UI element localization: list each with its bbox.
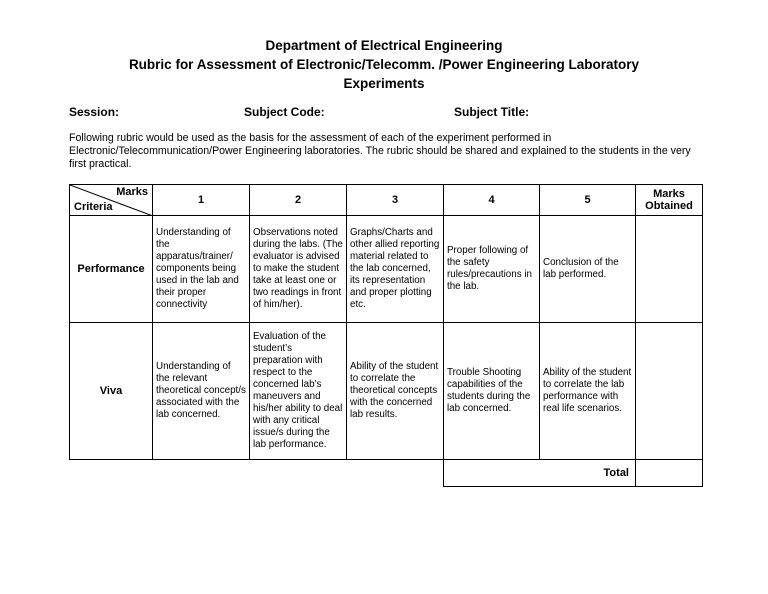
table-row-viva [70, 323, 703, 460]
viva-level-1: Understanding of the relevant theoretical concept/s associated with the lab concerned. [153, 323, 250, 460]
marks-obtained-header: Marks Obtained [636, 185, 703, 216]
corner-criteria-label: Criteria [74, 200, 113, 213]
performance-marks-obtained[interactable] [636, 216, 703, 323]
viva-level-4: Trouble Shooting capabilities of the students during the lab concerned. [444, 323, 540, 460]
level-header-1: 1 [153, 185, 250, 216]
session-label: Session: [69, 105, 120, 119]
total-marks-cell[interactable] [636, 460, 703, 487]
corner-cell [70, 185, 153, 216]
level-header-4: 4 [444, 185, 540, 216]
subject-code-label: Subject Code: [244, 105, 325, 119]
header-line-2: Rubric for Assessment of Electronic/Telecomm. /Power Engineering Laboratory [128, 57, 640, 72]
intro-paragraph: Following rubric would be used as the basis for the assessment of each of the experiment performed in Electronic/Telecommunication/Power Engineering laboratories. The rubric should be shared and explained to the students in the very first practical. [69, 132, 691, 170]
viva-level-3: Ability of the student to correlate the theoretical concepts with the concerned lab results. [347, 323, 444, 460]
criterion-viva: Viva [70, 323, 153, 460]
table-header-row [70, 185, 703, 216]
level-header-5: 5 [540, 185, 636, 216]
level-header-2: 2 [250, 185, 347, 216]
table-row-performance [70, 216, 703, 323]
total-label: Total [444, 460, 636, 487]
viva-level-2: Evaluation of the student’s preparation with respect to the concerned lab’s maneuvers and his/her ability to deal with any critical issue/s during the lab performance. [250, 323, 347, 460]
table-row-total [70, 460, 703, 487]
performance-level-1: Understanding of the apparatus/trainer/ components being used in the lab and their proper connectivity [153, 216, 250, 323]
viva-marks-obtained[interactable] [636, 323, 703, 460]
rubric-table [69, 184, 703, 487]
viva-level-5: Ability of the student to correlate the lab performance with real life scenarios. [540, 323, 636, 460]
corner-marks-label: Marks [116, 186, 148, 198]
level-header-3: 3 [347, 185, 444, 216]
subject-title-label: Subject Title: [454, 105, 530, 119]
performance-level-3: Graphs/Charts and other allied reporting material related to the lab concerned, its representation and proper plotting etc. [347, 216, 444, 323]
header-line-1: Department of Electrical Engineering [265, 38, 503, 53]
performance-level-2: Observations noted during the labs. (The evaluator is advised to make the student take at least one or two readings in front of him/her). [250, 216, 347, 323]
performance-level-5: Conclusion of the lab performed. [540, 216, 636, 323]
criterion-performance: Performance [70, 216, 153, 323]
performance-level-4: Proper following of the safety rules/precautions in the lab. [444, 216, 540, 323]
header-line-3: Experiments [343, 76, 425, 91]
